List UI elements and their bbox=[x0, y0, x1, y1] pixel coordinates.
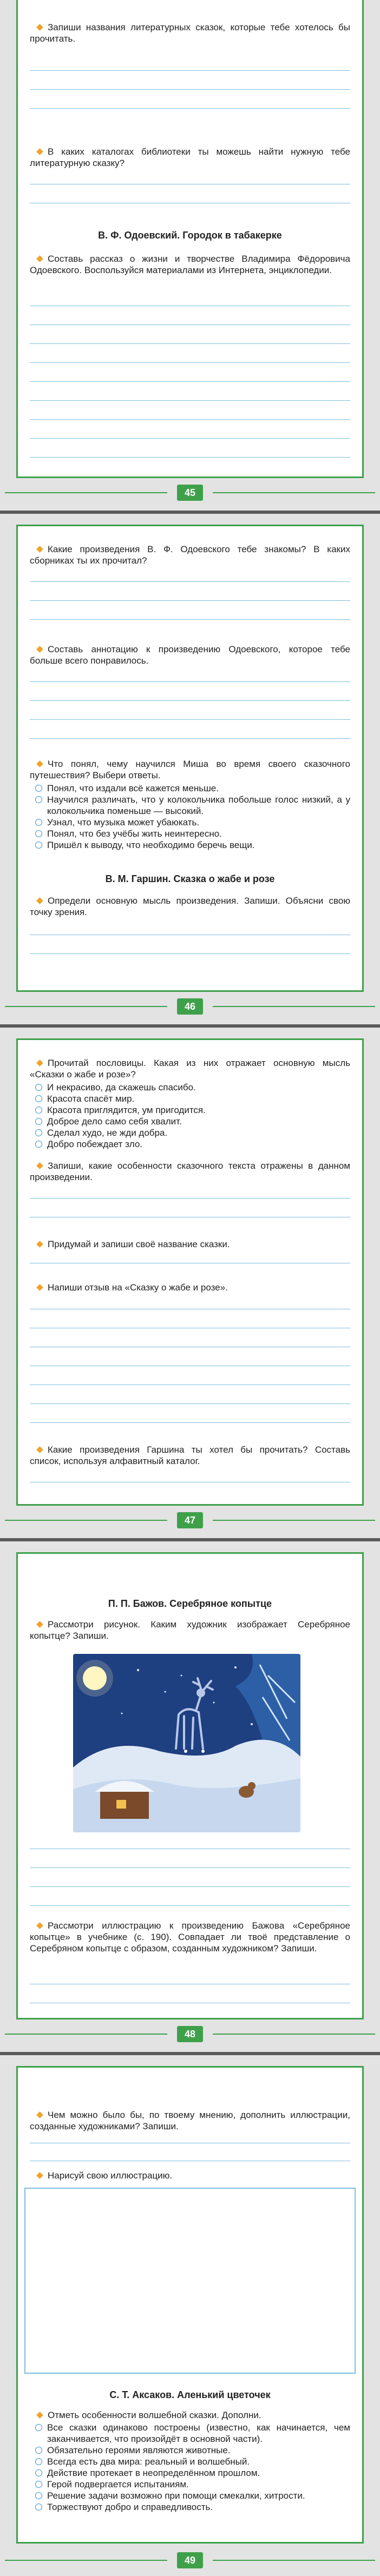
option-item[interactable]: Научился различать, что у колокольчика побольше голос низкий, а у колокольчика поменьше — высокий. bbox=[30, 794, 350, 817]
task-main-idea: Определи основную мысль произведения. Запиши. Объясни свою точку зрения. bbox=[30, 896, 350, 917]
bullet-icon bbox=[36, 546, 43, 553]
answer-lines[interactable] bbox=[30, 70, 350, 109]
bullet-icon bbox=[36, 255, 43, 262]
bullet-icon bbox=[36, 1162, 43, 1169]
bullet-icon bbox=[36, 1284, 43, 1291]
radio-circle-icon[interactable] bbox=[35, 1107, 42, 1114]
task-annotation: Составь аннотацию к произведению Одоевского, которое тебе больше всего понравилось. bbox=[30, 644, 350, 666]
radio-circle-icon[interactable] bbox=[35, 796, 42, 803]
page-number: 46 bbox=[177, 998, 203, 1015]
task-review: Напиши отзыв на «Сказку о жабе и розе». bbox=[30, 1282, 350, 1293]
bullet-icon bbox=[36, 1241, 43, 1248]
option-item[interactable]: Красота приглядится, ум пригодится. bbox=[30, 1104, 350, 1116]
answer-lines[interactable] bbox=[30, 681, 350, 739]
answer-lines[interactable] bbox=[30, 1849, 350, 1906]
task-own-title: Придумай и запиши своё название сказки. bbox=[30, 1239, 350, 1250]
bullet-icon bbox=[36, 24, 43, 31]
task-look-picture: Рассмотри рисунок. Каким художник изображает Серебряное копытце? Запиши. bbox=[30, 1619, 350, 1641]
radio-circle-icon[interactable] bbox=[35, 1129, 42, 1136]
answer-lines[interactable] bbox=[30, 935, 350, 954]
page-48 bbox=[0, 1541, 380, 2052]
page-47 bbox=[0, 1028, 380, 1538]
option-item[interactable]: Обязательно героями являются животные. bbox=[30, 2445, 350, 2456]
answer-lines[interactable] bbox=[30, 1984, 350, 2003]
radio-circle-icon[interactable] bbox=[35, 1084, 42, 1091]
radio-circle-icon[interactable] bbox=[35, 1118, 42, 1125]
bullet-icon bbox=[36, 897, 43, 904]
page-number: 49 bbox=[177, 2552, 203, 2568]
bullet-icon bbox=[36, 148, 43, 155]
bullet-icon bbox=[36, 646, 43, 653]
option-item[interactable]: Красота спасёт мир. bbox=[30, 1093, 350, 1104]
option-item[interactable]: Доброе дело само себя хвалит. bbox=[30, 1116, 350, 1127]
option-item[interactable]: Решение задачи возможно при помощи смекалки, хитрости. bbox=[30, 2490, 350, 2501]
answer-lines[interactable] bbox=[30, 1198, 350, 1217]
task-draw: Нарисуй свою иллюстрацию. bbox=[30, 2170, 350, 2181]
radio-circle-icon[interactable] bbox=[35, 2447, 42, 2454]
option-item[interactable]: Пришёл к выводу, что необходимо беречь вещи. bbox=[30, 839, 350, 851]
radio-circle-icon[interactable] bbox=[35, 1141, 42, 1148]
option-item[interactable]: Всегда есть два мира: реальный и волшебный. bbox=[30, 2456, 350, 2467]
bullet-icon bbox=[36, 2111, 43, 2118]
answer-lines[interactable] bbox=[30, 2143, 350, 2161]
bullet-icon bbox=[36, 2412, 43, 2419]
task-library-catalogs: В каких каталогах библиотеки ты можешь найти нужную тебе литературную сказку? bbox=[30, 147, 350, 168]
option-item[interactable]: Герой подвергается испытаниям. bbox=[30, 2479, 350, 2490]
radio-circle-icon[interactable] bbox=[35, 819, 42, 826]
page-45 bbox=[0, 0, 380, 511]
bullet-icon bbox=[36, 1059, 43, 1067]
answer-lines[interactable] bbox=[30, 581, 350, 620]
page-number: 45 bbox=[177, 485, 203, 501]
task-misha-learned: Что понял, чему научился Миша во время своего сказочного путешествия? Выбери ответы. bbox=[30, 759, 350, 780]
page-46 bbox=[0, 514, 380, 1024]
option-item[interactable]: И некрасиво, да скажешь спасибо. bbox=[30, 1082, 350, 1093]
bullet-icon bbox=[36, 2172, 43, 2179]
section-heading: В. Ф. Одоевский. Городок в табакерке bbox=[98, 230, 282, 241]
answer-lines[interactable] bbox=[30, 306, 350, 458]
radio-circle-icon[interactable] bbox=[35, 842, 42, 849]
section-heading: С. Т. Аксаков. Аленький цветочек bbox=[109, 2389, 271, 2400]
bullet-icon bbox=[36, 1621, 43, 1628]
radio-circle-icon[interactable] bbox=[35, 830, 42, 837]
radio-circle-icon[interactable] bbox=[35, 2504, 42, 2511]
drawing-area[interactable] bbox=[24, 2188, 356, 2374]
option-item[interactable]: Действие протекает в неопределённом прошлом. bbox=[30, 2467, 350, 2479]
option-item[interactable]: Все сказки одинаково построены (известно, как начинается, чем заканчивается, что произойдёт в основной части). bbox=[30, 2422, 350, 2445]
task-known-works: Какие произведения В. Ф. Одоевского тебе знакомы? В каких сборниках ты их прочитал? bbox=[30, 544, 350, 566]
option-item[interactable]: Торжествуют добро и справедливость. bbox=[30, 2501, 350, 2513]
task-garshin-list: Какие произведения Гаршина ты хотел бы прочитать? Составь список, используя алфавитный каталог. bbox=[30, 1445, 350, 1466]
options-list bbox=[30, 1082, 350, 1150]
section-heading: В. М. Гаршин. Сказка о жабе и розе bbox=[105, 873, 275, 884]
radio-circle-icon[interactable] bbox=[35, 2492, 42, 2499]
page-number: 47 bbox=[177, 1512, 203, 1528]
radio-circle-icon[interactable] bbox=[35, 1095, 42, 1102]
bullet-icon bbox=[36, 760, 43, 767]
task-odoevsky-story: Составь рассказ о жизни и творчестве Владимира Фёдоровича Одоевского. Воспользуйся материалами из Интернета, энциклопедии. bbox=[30, 254, 350, 275]
radio-circle-icon[interactable] bbox=[35, 785, 42, 792]
task-fairy-features: Запиши, какие особенности сказочного текста отражены в данном произведении. bbox=[30, 1161, 350, 1182]
task-magic-features: Отметь особенности волшебной сказки. Дополни. bbox=[30, 2409, 350, 2421]
task-compare-illustration: Рассмотри иллюстрацию к произведению Бажова «Серебряное копытце» в учебнике (с. 190). Совпадает ли твоё представление о Серебряном копытце с образом, созданным художником? Запиши. bbox=[30, 1921, 350, 1953]
section-heading: П. П. Бажов. Серебряное копытце bbox=[108, 1598, 272, 1609]
answer-lines[interactable] bbox=[30, 184, 350, 203]
option-item[interactable]: Добро побеждает зло. bbox=[30, 1138, 350, 1150]
option-item[interactable]: Понял, что издали всё кажется меньше. bbox=[30, 783, 350, 794]
bullet-icon bbox=[36, 1446, 43, 1453]
task-proverbs: Прочитай пословицы. Какая из них отражает основную мысль «Сказки о жабе и розе»? bbox=[30, 1058, 350, 1080]
options-list bbox=[30, 783, 350, 851]
options-list bbox=[30, 2422, 350, 2513]
task-add-to-illustrations: Чем можно было бы, по твоему мнению, дополнить иллюстрации, созданные художниками? Запиши. bbox=[30, 2110, 350, 2131]
page-number: 48 bbox=[177, 2026, 203, 2042]
answer-lines[interactable] bbox=[30, 1309, 350, 1423]
radio-circle-icon[interactable] bbox=[35, 2424, 42, 2431]
page-49 bbox=[0, 2055, 380, 2576]
radio-circle-icon[interactable] bbox=[35, 2469, 42, 2476]
radio-circle-icon[interactable] bbox=[35, 2458, 42, 2465]
radio-circle-icon[interactable] bbox=[35, 2481, 42, 2488]
bullet-icon bbox=[36, 1922, 43, 1929]
silver-hoof-illustration bbox=[73, 1654, 300, 1832]
option-item[interactable]: Сделал худо, не жди добра. bbox=[30, 1127, 350, 1138]
option-item[interactable]: Понял, что без учёбы жить неинтересно. bbox=[30, 828, 350, 839]
option-item[interactable]: Узнал, что музыка может убаюкать. bbox=[30, 817, 350, 828]
task-fairy-tale-titles: Запиши названия литературных сказок, которые тебе хотелось бы прочитать. bbox=[30, 22, 350, 44]
